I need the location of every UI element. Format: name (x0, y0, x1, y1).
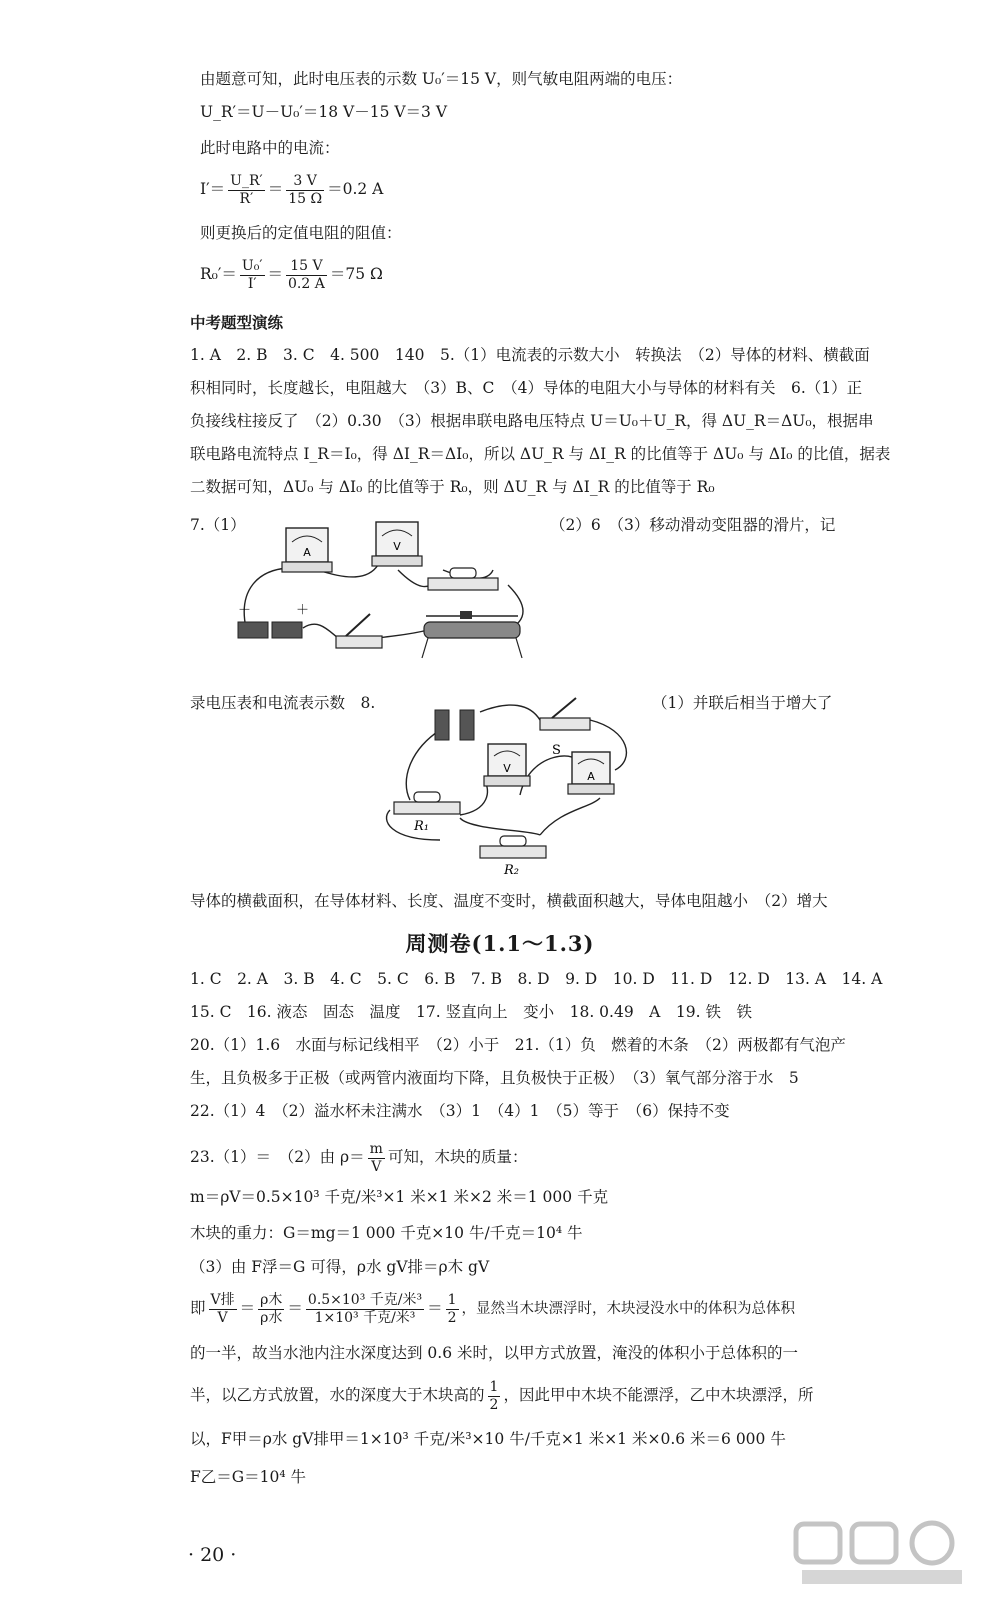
circuit-diagram-7 (228, 510, 538, 685)
formula-line: （3）由 F浮＝G 可得，ρ水 gV排＝ρ木 gV (190, 1258, 490, 1276)
answer-line-23: 23.（1）＝ （2）由 ρ＝ $\frac{m}{V}$ 可知，木块的质量： (190, 1140, 528, 1175)
section-title: 周测卷(1.1～1.3) (405, 931, 595, 956)
resistor-r2-icon (480, 836, 546, 878)
answer-line: 1. A 2. B 3. C 4. 500 140 5.（1）电流表的示数大小 转换法 （2）导体的材料、横截面 (190, 346, 870, 364)
r1-label: R₁ (414, 819, 429, 834)
ammeter-label: A (303, 546, 311, 559)
ammeter-icon (282, 528, 332, 572)
answer-line: 联电路电流特点 I_R＝I₀，得 ΔI_R＝ΔI₀，所以 ΔU_R 与 ΔI_R 的比值等于 ΔU₀ 与 ΔI₀ 的比值，据表 (190, 445, 891, 463)
switch-icon (540, 698, 590, 758)
section-heading: 中考题型演练 (190, 313, 284, 332)
page-number: · 20 · (188, 1544, 237, 1566)
q7-answer: （2）6 （3）移动滑动变阻器的滑片，记 (550, 516, 836, 534)
watermark-icon (792, 1520, 972, 1590)
text-line: 此时电路中的电流： (200, 139, 340, 157)
formula-current: I′＝ $\frac{U\_R'}{R'}$ ＝ $\frac{3 V}{15 \Omega}$ ＝0.2 A (200, 172, 384, 207)
answer-line: 积相同时，长度越长，电阻越大 （3）B、C （4）导体的电阻大小与导体的材料有关 6.（1）正 (190, 379, 863, 397)
formula-resistance: R₀′＝ $\frac{\text{U₀′}}{I'}$ ＝ $\frac{15 V}{0.2 A}$ ＝75 Ω (200, 257, 383, 292)
formula-line: F乙＝G＝10⁴ 牛 (190, 1468, 307, 1486)
resistor-r1-icon (394, 792, 460, 834)
voltmeter-icon (484, 744, 530, 786)
q8-answer: （1）并联后相当于增大了 (652, 694, 833, 712)
answer-line: 二数据可知，ΔU₀ 与 ΔI₀ 的比值等于 R₀，则 ΔU_R 与 ΔI_R 的比值等于 R₀ (190, 478, 715, 496)
q8-label: 录电压表和电流表示数 8. (190, 694, 376, 712)
ammeter-icon (568, 752, 614, 794)
voltmeter-label: V (393, 540, 401, 553)
text-line: 则更换后的定值电阻的阻值： (200, 224, 402, 242)
formula-line: 木块的重力：G＝mg＝1 000 千克×10 牛/千克＝10⁴ 牛 (190, 1224, 583, 1242)
minus-label: － (238, 603, 252, 618)
answer-line: 生，且负极多于正极（或两管内液面均下降，且负极快于正极） （3）氧气部分溶于水 5 (190, 1069, 799, 1087)
voltmeter-icon (372, 522, 422, 566)
rheostat-icon (422, 611, 522, 658)
r2-label: R₂ (504, 863, 519, 878)
text-line: 由题意可知，此时电压表的示数 U₀′＝15 V，则气敏电阻两端的电压： (200, 70, 683, 88)
answer-line: 20.（1）1.6 水面与标记线相平 （2）小于 21.（1）负 燃着的木条 （2）两极都有气泡产 (190, 1036, 846, 1054)
battery-icon (238, 603, 309, 638)
resistor-icon (428, 568, 498, 590)
switch-label: S (552, 743, 561, 758)
answer-line: 的一半，故当水池内注水深度达到 0.6 米时，以甲方式放置，淹没的体积小于总体积的一 (190, 1344, 799, 1362)
answer-line: 1. C 2. A 3. B 4. C 5. C 6. B 7. B 8. D 9. D 10. D 11. D 12. D 13. A 14. A (190, 970, 883, 988)
formula-line: 以，F甲＝ρ水 gV排甲＝1×10³ 千克/米³×10 牛/千克×1 米×1 米×0.6 米＝6 000 牛 (190, 1430, 786, 1448)
plus-label: ＋ (296, 603, 310, 618)
watermark-logo (792, 1520, 972, 1590)
answer-line: 22.（1）4 （2）溢水杯未注满水 （3）1 （4）1 （5）等于 （6）保持不变 (190, 1102, 730, 1120)
formula-line: m＝ρV＝0.5×10³ 千克/米³×1 米×1 米×2 米＝1 000 千克 (190, 1188, 609, 1206)
answer-line: 负接线柱接反了 （2）0.30 （3）根据串联电路电压特点 U＝U₀＋U_R，得 ΔU_R＝ΔU₀，根据串 (190, 412, 874, 430)
answer-line: 导体的横截面积，在导体材料、长度、温度不变时，横截面积越大，导体电阻越小 （2）增大 (190, 892, 828, 910)
circuit-diagram-8 (380, 690, 650, 880)
battery-icon (435, 710, 474, 740)
ammeter-label: A (587, 770, 595, 783)
q7-label: 7.（1） (190, 516, 246, 534)
voltmeter-label: V (503, 762, 511, 775)
formula-ratio: 即 $\frac{\text{V排}}{V}$ ＝ $\frac{\text{ρ木}}{\text{ρ水}}$ ＝ $\frac{\text{0.5×10³ 千克/米³}}{\text{1×10³ 千克/米³}}$ ＝ $\frac{1}{2}$ ，显然当木块漂浮时，木块浸没水中的体积为总体积 (190, 1291, 796, 1326)
switch-icon (336, 614, 382, 648)
answer-line: 15. C 16. 液态 固态 温度 17. 竖直向上 变小 18. 0.49 A 19. 铁 铁 (190, 1003, 752, 1021)
formula-line: U_R′＝U－U₀′＝18 V－15 V＝3 V (200, 103, 448, 121)
answer-line: 半，以乙方式放置，水的深度大于木块高的 $\frac{1}{2}$ ，因此甲中木块不能漂浮，乙中木块漂浮，所 (190, 1378, 814, 1413)
